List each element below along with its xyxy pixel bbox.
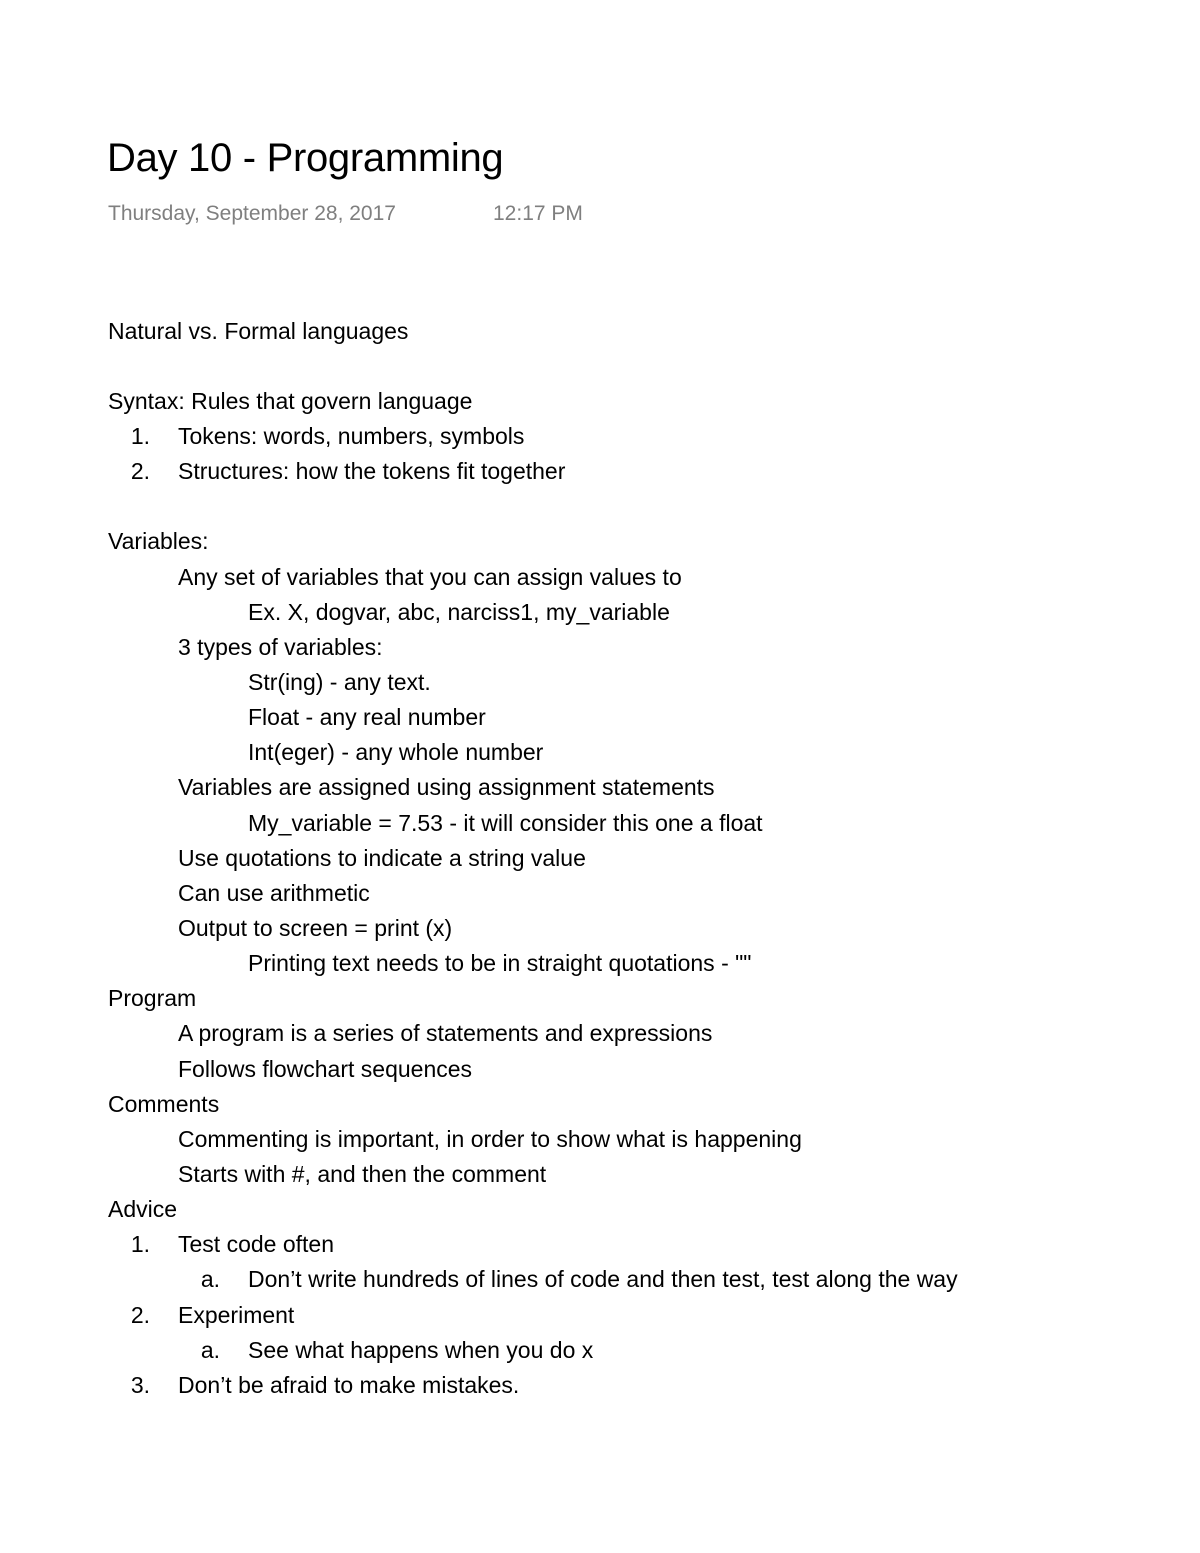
note-time: 12:17 PM [493, 202, 583, 225]
list-marker: a. [200, 1337, 220, 1363]
list-item: Experiment [178, 1302, 295, 1328]
variable-type-string: Str(ing) - any text. [248, 669, 431, 695]
printing-note: Printing text needs to be in straight quotations - "" [248, 950, 752, 976]
comments-line: Commenting is important, in order to show what is happening [178, 1126, 802, 1152]
list-item: Structures: how the tokens fit together [178, 458, 566, 484]
syntax-heading: Syntax: Rules that govern language [108, 388, 473, 414]
list-marker: 2. [130, 1302, 150, 1328]
list-item: Test code often [178, 1231, 334, 1257]
variables-example: Ex. X, dogvar, abc, narciss1, my_variable [248, 599, 670, 625]
list-marker: a. [200, 1266, 220, 1292]
list-item: Don’t be afraid to make mistakes. [178, 1372, 520, 1398]
list-item: Tokens: words, numbers, symbols [178, 423, 525, 449]
variable-type-float: Float - any real number [248, 704, 486, 730]
program-line: A program is a series of statements and expressions [178, 1020, 713, 1046]
note-date: Thursday, September 28, 2017 [108, 202, 396, 225]
variables-line: Can use arithmetic [178, 880, 370, 906]
list-marker: 3. [130, 1372, 150, 1398]
variables-types-heading: 3 types of variables: [178, 634, 383, 660]
advice-heading: Advice [108, 1196, 178, 1222]
natural-formal-line: Natural vs. Formal languages [108, 318, 409, 344]
list-subitem: See what happens when you do x [248, 1337, 594, 1363]
variable-type-int: Int(eger) - any whole number [248, 739, 544, 765]
comments-line: Starts with #, and then the comment [178, 1161, 547, 1187]
comments-heading: Comments [108, 1091, 220, 1117]
list-marker: 1. [130, 423, 150, 449]
program-line: Follows flowchart sequences [178, 1056, 473, 1082]
variables-heading: Variables: [108, 528, 209, 554]
program-heading: Program [108, 985, 197, 1011]
variables-line: Output to screen = print (x) [178, 915, 453, 941]
list-marker: 2. [130, 458, 150, 484]
variables-line: Variables are assigned using assignment statements [178, 774, 715, 800]
assignment-example: My_variable = 7.53 - it will consider this one a float [248, 810, 763, 836]
list-marker: 1. [130, 1231, 150, 1257]
page-title: Day 10 - Programming [107, 136, 504, 180]
variables-line: Use quotations to indicate a string value [178, 845, 586, 871]
list-subitem: Don’t write hundreds of lines of code and then test, test along the way [248, 1266, 958, 1292]
variables-line: Any set of variables that you can assign values to [178, 564, 682, 590]
